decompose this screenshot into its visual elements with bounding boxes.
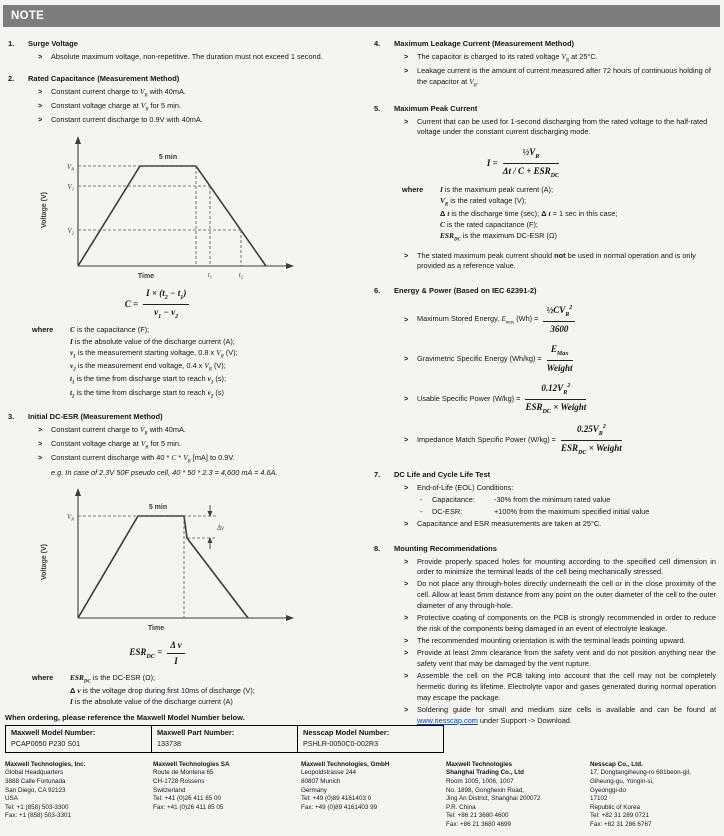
bullet-chevron: > — [404, 518, 409, 528]
bullet-text: Provide at least 2mm clearance from the safety vent and do not position anything near the safety vent that may be damaged by the vent rupture. — [417, 648, 716, 668]
plateau-label: 5 min — [148, 504, 168, 512]
section-number: 1. — [8, 39, 15, 48]
company-column — [5, 761, 153, 830]
where-label: where — [32, 672, 54, 682]
formula-numerator: $\frac{1}{2}V_R$ — [503, 146, 559, 164]
eol-desc: -30% from the minimum rated value — [494, 494, 611, 504]
capacitance-chart-box — [26, 132, 358, 284]
model-table-value: 133738 — [157, 738, 181, 748]
left-column — [8, 33, 358, 728]
model-table-header: Nesscap Model Number: — [303, 728, 390, 737]
formula-fraction — [561, 423, 622, 457]
section-energy-power-heading — [374, 286, 716, 297]
company-address-lines: Route de Montena 65 CH-1728 Rossens Switzerland Tel: +41 (0)26 411 85 00 Fax: +41 (0)26 411 85 05 — [153, 769, 224, 811]
company-column — [301, 761, 446, 830]
energy-formula-row — [404, 304, 716, 336]
bullet-chevron: > — [38, 453, 43, 463]
bullet-text: Constant current discharge with 40 * C * $V_R$ [mA] to 0.9V. — [51, 453, 235, 465]
formula-numerator: $E_{Max}$ — [547, 343, 573, 361]
bullet-text-with-link: Soldering guide for small and medium size cells is available and can be found at www.nesscap.com under Support -> Download. — [417, 704, 716, 725]
energy-formula-row — [404, 423, 716, 457]
where-line: $ESR_{DC}$ is the maximum DC-ESR (Ω) — [440, 231, 557, 243]
where-block — [402, 185, 716, 245]
bullet-item — [404, 483, 716, 494]
section-title: Rated Capacitance (Measurement Method) — [28, 73, 180, 83]
model-table-cell — [6, 726, 152, 752]
company-name: Maxwell Technologies, Inc. — [5, 760, 86, 768]
where-line: $ESR_{DC}$ is the DC-ESR (Ω); — [70, 672, 156, 684]
bullet-item — [404, 557, 716, 578]
company-name: Maxwell Technologies SA — [153, 760, 230, 768]
formula-numerator: Δ v — [167, 639, 184, 654]
eol-condition-row — [420, 507, 716, 518]
bullet-item — [404, 636, 716, 647]
bullet-chevron: > — [38, 115, 43, 125]
peak-current-formula — [374, 146, 674, 180]
section-title: DC Life and Cycle Life Test — [394, 469, 491, 479]
section-number: 4. — [374, 39, 381, 48]
bullet-text: Constant current discharge to 0.9V with 40mA. — [51, 115, 203, 125]
where-line: $V_R$ is the rated voltage (V); — [440, 195, 527, 208]
bullet-text: Leakage current is the amount of current measured after 72 hours of continuous holding of the capacitor at $V_R$. — [417, 66, 711, 89]
where-line: $v_2$ is the measurement end voltage, 0.4 x $V_R$ (V); — [70, 361, 226, 373]
formula-fraction — [167, 639, 184, 668]
content-columns — [8, 33, 716, 728]
plateau-label: 5 min — [158, 153, 178, 161]
bullet-item — [404, 613, 716, 634]
esr-formula — [8, 639, 308, 668]
bullet-item — [404, 66, 716, 89]
company-address-lines: Room 1005, 1006, 1007 No. 1898, Gonghexin Road, Jing An District, Shanghai 200072 P.R. China Tel: +86 21 3680 4600 Fax: +86 21 3680 4699 — [446, 777, 541, 828]
formula-numerator: $\frac{1}{2}CV_R^2$ — [543, 304, 575, 322]
capacitance-chart — [26, 132, 306, 284]
x-axis-label: Time — [137, 272, 155, 280]
nesscap-website-link[interactable]: www.nesscap.com — [417, 715, 478, 725]
where-line: I is the absolute value of the discharge current (A) — [70, 697, 233, 706]
example-line: e.g. In case of 2.3V 50F pseudo cell, 40 * 50 * 2.3 = 4,600 mA = 4.6A. — [51, 467, 278, 477]
bullet-item — [38, 453, 358, 466]
formula-fraction — [547, 343, 573, 375]
formula-fraction — [543, 304, 575, 336]
company-name: Maxwell Technologies, GmbH — [301, 760, 390, 768]
esr-chart-box — [26, 484, 358, 636]
bullet-item — [38, 52, 358, 63]
where-line: $t_2$ is the time from discharge start to reach $v_2$ (s) — [70, 387, 224, 400]
bullet-chevron: > — [404, 482, 409, 492]
bullet-chevron: > — [404, 636, 409, 646]
company-name: Nesscap Co., Ltd. — [590, 760, 643, 768]
formula-denominator: $v_1 - v_2$ — [154, 306, 179, 320]
bullet-chevron: > — [404, 353, 409, 363]
bullet-item — [404, 671, 716, 703]
bullet-chevron: > — [404, 435, 409, 445]
model-table-value: PCAP0050 P230 S01 — [11, 738, 81, 748]
where-label: where — [32, 325, 54, 335]
bullet-item — [38, 87, 358, 100]
bullet-item — [404, 251, 716, 272]
section-number: 3. — [8, 411, 15, 421]
x-axis-label: Time — [147, 625, 165, 633]
dash-marker: - — [420, 506, 423, 516]
company-addresses — [5, 761, 719, 830]
delta-v-label: Δv — [217, 525, 225, 533]
section-leakage-current-heading — [374, 39, 716, 50]
bullet-item — [38, 115, 358, 126]
bullet-chevron: > — [404, 579, 409, 589]
bullet-item — [404, 52, 716, 65]
section-surge-voltage-heading — [8, 39, 358, 50]
formula-denominator: $ESR_{DC}$ × Weight — [525, 401, 587, 415]
model-table-cell — [152, 726, 298, 752]
formula-lhs: $ESR_{DC}$ = — [129, 647, 163, 660]
where-line: I is the maximum peak current (A); — [440, 184, 554, 194]
section-number: 8. — [374, 543, 381, 553]
energy-formula-row — [404, 382, 716, 416]
model-table-header: Maxwell Model Number: — [11, 728, 96, 737]
bullet-chevron: > — [404, 613, 409, 623]
eol-term: Capacitance: — [432, 494, 475, 504]
energy-label: Impedance Match Specific Power (W/kg) = — [417, 435, 556, 445]
energy-label: Usable Specific Power (W/kg) = — [417, 393, 521, 403]
bullet-text: The capacitor is charged to its rated voltage $V_R$ at 25°C. — [417, 51, 598, 64]
bullet-chevron: > — [404, 393, 409, 403]
where-line: Δ t is the discharge time (sec); Δ t = 1 sec in this case; — [440, 209, 618, 219]
company-address-lines: Global Headquarters 3888 Calle Fortunada San Diego, CA 92123 USA Tel: +1 (858) 503-3300 Fax: +1 (858) 503-3301 — [5, 769, 71, 820]
formula-denominator: $ESR_{DC}$ × Weight — [560, 443, 622, 456]
bullet-item — [38, 425, 358, 438]
bullet-chevron: > — [404, 250, 409, 260]
bullet-text: Constant voltage charge at $V_R$ for 5 min. — [51, 100, 182, 113]
section-dc-esr-heading — [8, 412, 358, 423]
bullet-chevron: > — [404, 556, 409, 566]
company-name: Maxwell Technologies — [446, 760, 513, 768]
bullet-text: Provide properly spaced holes for mounting according to the specified cell dimension in order to minimize the terminal leads of the cell being mechanically stressed. — [417, 556, 716, 577]
formula-denominator: Weight — [546, 362, 573, 373]
section-number: 5. — [374, 103, 381, 113]
bullet-chevron: > — [38, 86, 43, 96]
company-name-line2: Shanghai Trading Co., Ltd — [446, 769, 525, 777]
bullet-text: Current that can be used for 1-second discharging from the rated voltage to the half-rated voltage under the constant current discharging mode. — [417, 116, 708, 137]
bullet-chevron: > — [404, 314, 409, 324]
where-line: $v_1$ is the measurement starting voltage, 0.8 x $V_R$ (V); — [70, 347, 238, 360]
formula-fraction — [143, 287, 189, 321]
section-title: Mounting Recommendations — [394, 543, 497, 553]
y-tick-vr: $V_R$ — [67, 514, 74, 522]
bullet-chevron: > — [404, 704, 409, 714]
company-column — [446, 761, 590, 830]
section-title: Initial DC-ESR (Measurement Method) — [28, 411, 163, 421]
where-definitions — [440, 185, 617, 245]
bullet-text: Assemble the cell on the PCB taking into account that the cell may not be completely hermetic during its lifetime. Electrolyte vapor and gases generated during normal operation may escape the package. — [417, 671, 716, 702]
formula-lhs: C = — [124, 298, 139, 309]
bullet-chevron: > — [404, 116, 409, 126]
note-header — [3, 5, 720, 27]
formula-numerator: $0.12V_R^2$ — [525, 382, 586, 400]
section-number: 2. — [8, 73, 15, 83]
where-block — [32, 673, 358, 709]
bullet-text: Do not place any through-holes directly underneath the cell or in the close proximity of the cell. Allow at least 5mm distance from any point on the outer diameter of the cell to the outer diameter of any through-hole. — [417, 579, 716, 610]
section-title: Maximum Peak Current — [394, 103, 478, 113]
model-table-header: Maxwell Part Number: — [157, 728, 235, 737]
where-label: where — [402, 184, 424, 194]
company-column — [153, 761, 301, 830]
formula-numerator: $I \times (t_2 - t_1)$ — [143, 287, 189, 305]
bullet-chevron: > — [404, 671, 409, 681]
x-tick-t1: $t_1$ — [207, 271, 213, 280]
eol-term: DC-ESR: — [432, 506, 463, 516]
bullet-chevron: > — [404, 648, 409, 658]
bullet-text: Absolute maximum voltage, non-repetitive. The duration must not exceed 1 second. — [51, 51, 323, 61]
y-tick-v1: $V_1$ — [67, 183, 74, 192]
bullet-chevron: > — [38, 100, 43, 110]
section-rated-capacitance-heading — [8, 74, 358, 85]
section-mounting-heading — [374, 544, 716, 555]
where-line: C is the rated capacitance (F); — [440, 220, 538, 230]
capacitance-formula — [8, 287, 308, 321]
energy-label: Maximum Stored Energy, $E_{max}$ (Wh) = — [417, 313, 539, 326]
energy-label: Gravimetric Specific Energy (Wh/kg) = — [417, 353, 542, 363]
bullet-text: Constant voltage charge at $V_R$ for 5 min. — [51, 439, 182, 451]
where-line: C is the capacitance (F); — [70, 325, 150, 335]
formula-denominator: I — [174, 656, 178, 667]
formula-numerator: $0.25V_R^2$ — [561, 423, 622, 441]
eol-condition-row — [420, 495, 716, 506]
bullet-item — [404, 579, 716, 611]
y-tick-vr: $V_R$ — [67, 163, 74, 172]
right-column — [374, 33, 716, 728]
section-title: Maximum Leakage Current (Measurement Method) — [394, 39, 575, 48]
section-peak-current-heading — [374, 104, 716, 115]
bullet-text: Constant current charge to $V_R$ with 40mA. — [51, 86, 186, 99]
where-block — [32, 325, 358, 401]
model-table-value: PSHLR-0050C0-002R3 — [303, 738, 379, 748]
eol-desc: +100% from the maximum specified initial value — [494, 506, 650, 516]
y-tick-v2: $V_2$ — [67, 227, 74, 236]
esr-chart — [26, 484, 306, 636]
x-tick-t2: $t_2$ — [238, 271, 244, 280]
ordering-section — [5, 713, 719, 829]
company-address-lines: Leopoldstrasse 244 80807 Munich Germany Tel: +49 (0)89 4161403 0 Fax: +49 (0)89 4161403 99 — [301, 769, 378, 811]
company-column — [590, 761, 719, 830]
company-address-lines: 17, Dongtangiheung-ro 681beon-gil, Giheung-gu, Yongin-si, Gyeonggi-do 17102 Republic of Korea Tel: +82 31 289 0721 Fax: +82 31 286 6767 — [590, 769, 691, 828]
y-axis-label: Voltage (V) — [41, 544, 48, 581]
bullet-chevron: > — [38, 439, 43, 449]
formula-fraction — [503, 146, 559, 180]
model-table-cell — [298, 726, 443, 752]
ordering-note: When ordering, please reference the Maxwell Model Number below. — [5, 713, 245, 722]
where-definitions — [70, 325, 238, 401]
bullet-item — [404, 117, 716, 138]
note-header-label: NOTE — [11, 10, 45, 22]
bullet-item — [404, 648, 716, 669]
bullet-chevron: > — [404, 51, 409, 61]
section-life-test-heading — [374, 470, 716, 481]
formula-denominator: 3600 — [550, 323, 569, 334]
bullet-chevron: > — [38, 51, 43, 61]
bullet-item — [404, 519, 716, 530]
where-line: I is the absolute value of the discharge current (A); — [70, 336, 235, 346]
bullet-chevron: > — [38, 424, 43, 434]
model-number-table — [5, 725, 444, 753]
formula-fraction — [525, 382, 586, 416]
bullet-text: Protective coating of components on the PCB is strongly recommended in order to reduce the risk of the components being damaged in an event of electrolyte leakage. — [417, 613, 716, 633]
bullet-text: Capacitance and ESR measurements are taken at 25°C. — [417, 518, 602, 528]
section-number: 6. — [374, 286, 381, 296]
section-title: Surge Voltage — [28, 39, 78, 48]
bullet-chevron: > — [404, 66, 409, 76]
section-title: Energy & Power (Based on IEC 62391-2) — [394, 286, 537, 296]
where-definitions — [70, 673, 255, 709]
bullet-text: The recommended mounting orientation is with the terminal leads pointing upward. — [417, 636, 686, 646]
where-line: $t_1$ is the time from discharge start to reach $v_1$ (s); — [70, 374, 227, 386]
y-axis-label: Voltage (V) — [41, 191, 48, 228]
section-number: 7. — [374, 469, 381, 479]
bullet-text: End-of-Life (EOL) Conditions: — [417, 482, 514, 492]
bullet-item — [38, 439, 358, 452]
where-line: Δ v is the voltage drop during first 10ms of discharge (V); — [70, 685, 255, 695]
formula-denominator: $\Delta t / C + ESR_{DC}$ — [502, 165, 560, 179]
bullet-text: Constant current charge to $V_R$ with 40mA. — [51, 424, 186, 437]
dash-marker: - — [420, 494, 423, 504]
energy-formula-row — [404, 343, 716, 375]
bullet-text: The stated maximum peak current should not be used in normal operation and is only provided as a reference value. — [417, 250, 696, 271]
bullet-item — [38, 101, 358, 114]
formula-lhs: I = — [486, 157, 498, 168]
